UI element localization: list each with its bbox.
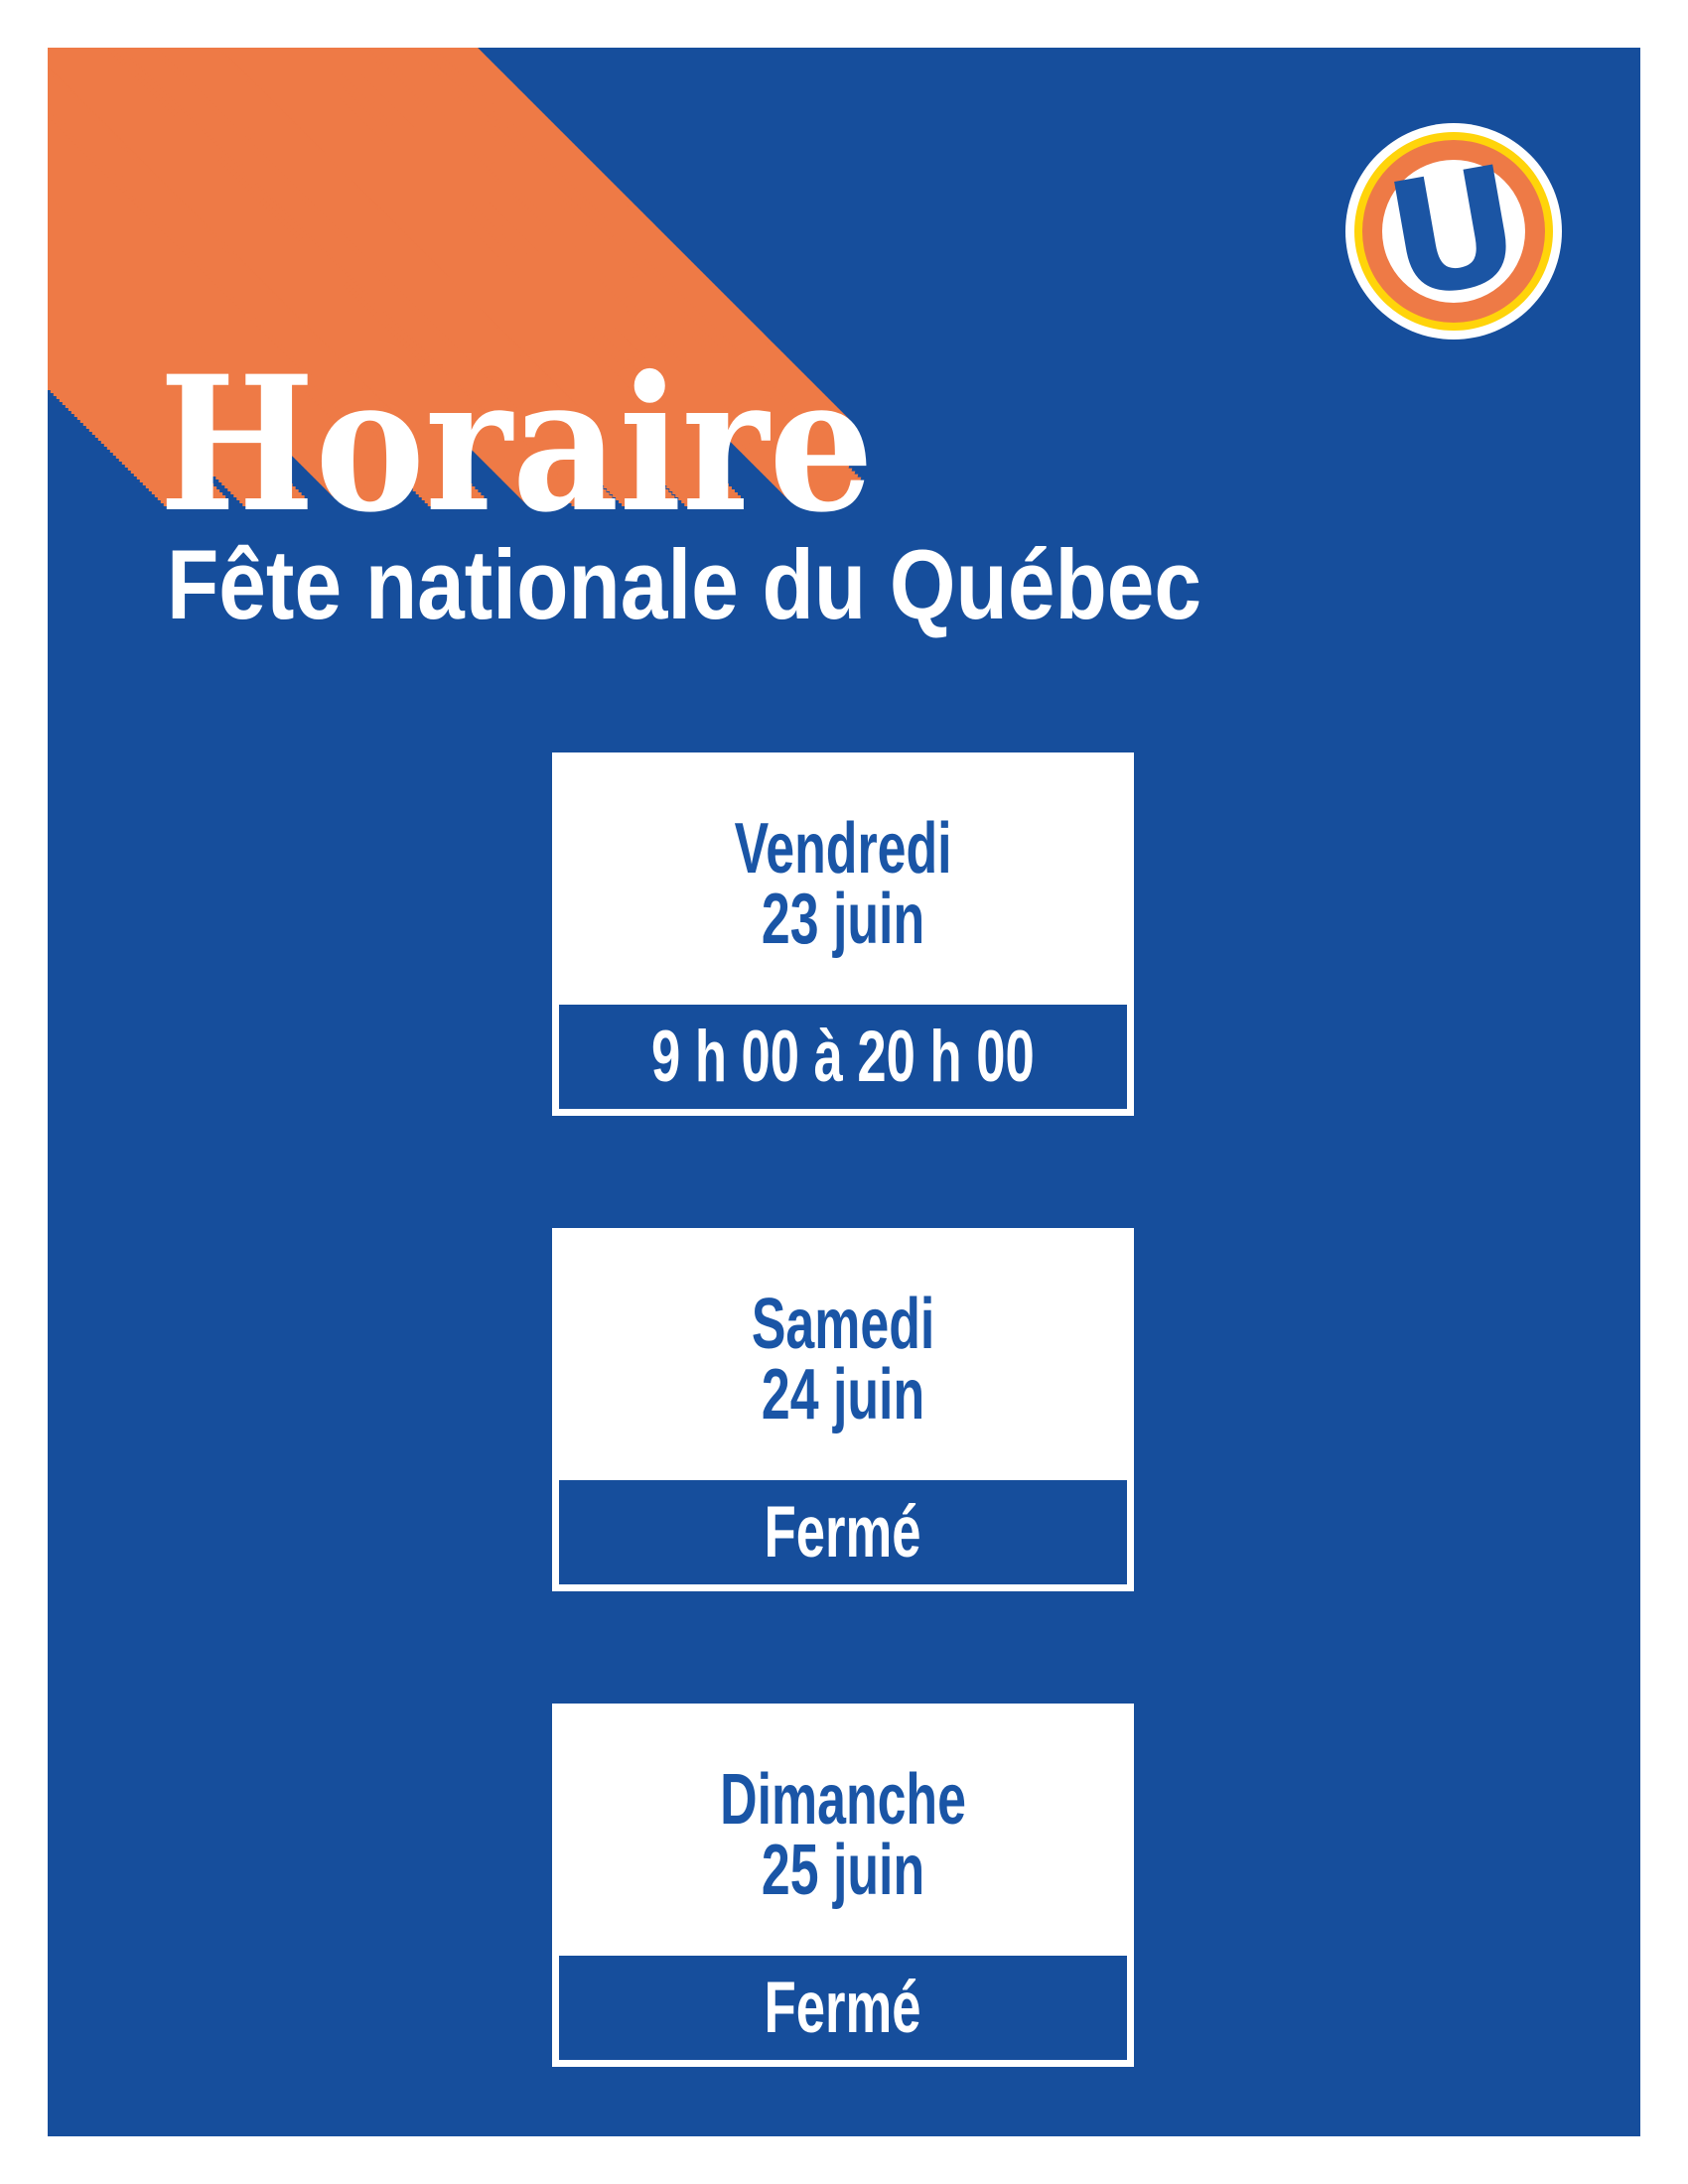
card-date-label: 25 juin [761,1831,925,1910]
card-date-label: 24 juin [761,1355,925,1434]
card-hours-label: Fermé [765,1968,921,2048]
logo-letter: U [1374,130,1534,336]
card-hours-label: 9 h 00 à 20 h 00 [651,1017,1035,1097]
card-hours-band [559,1005,1127,1109]
schedule-card [552,1228,1134,1591]
card-day-label: Samedi [751,1285,935,1364]
card-date-label: 23 juin [761,880,925,959]
poster-title [159,336,874,554]
poster-subtitle: Fête nationale du Québec [167,529,1201,639]
schedule-card [552,752,1134,1116]
card-hours-band [559,1956,1127,2060]
card-day-block [552,1228,1134,1434]
card-day-label: Vendredi [734,809,952,888]
card-hours-band [559,1480,1127,1584]
schedule-card [552,1704,1134,2067]
card-day-block [552,752,1134,959]
logo-u-icon [1345,123,1562,340]
card-day-label: Dimanche [720,1760,966,1840]
card-day-block [552,1704,1134,1910]
card-hours-label: Fermé [765,1492,921,1572]
